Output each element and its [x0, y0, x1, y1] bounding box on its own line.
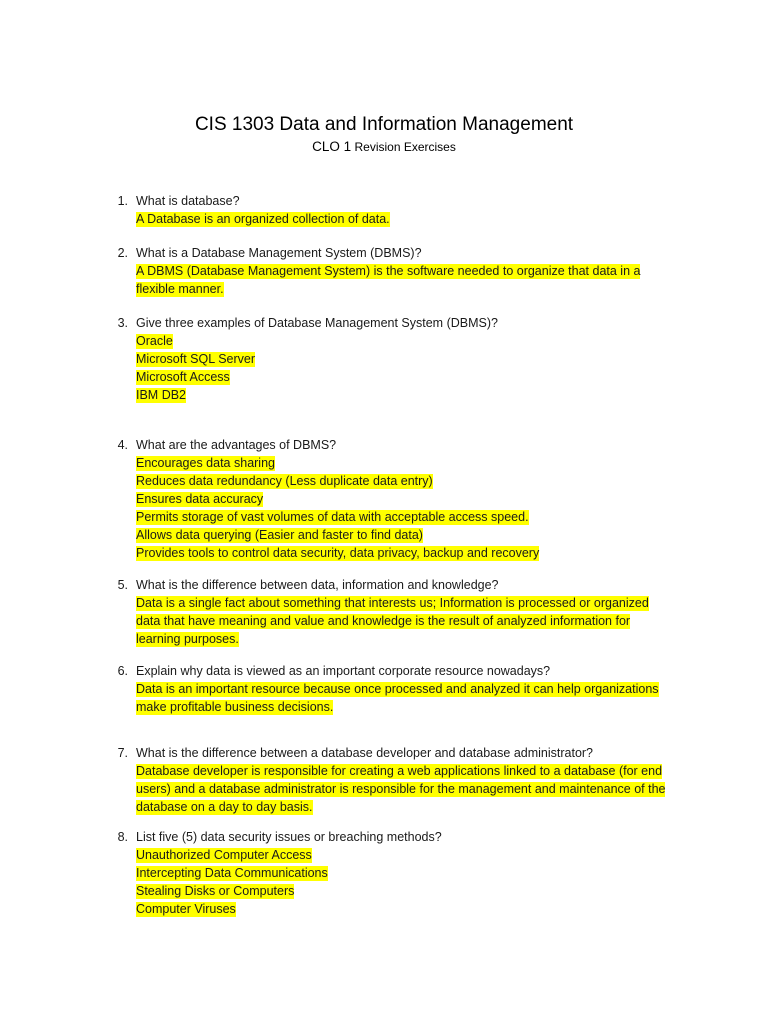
- answer-line-wrapper: [136, 210, 712, 228]
- document-title: CIS 1303 Data and Information Management: [194, 114, 574, 135]
- answer-line-wrapper: [136, 332, 712, 350]
- answer-line-wrapper: [136, 680, 712, 698]
- question-item: [112, 436, 712, 562]
- question-item: [112, 828, 712, 918]
- highlighted-answer-line: Oracle: [136, 334, 173, 348]
- highlighted-answer-line: Stealing Disks or Computers: [136, 884, 295, 898]
- question-row: [112, 744, 712, 762]
- document-subtitle: [0, 138, 768, 156]
- answer-block: [136, 454, 712, 562]
- question-item: [112, 744, 712, 816]
- answer-line-wrapper: [136, 454, 712, 472]
- highlighted-answer-line: IBM DB2: [136, 388, 187, 402]
- highlighted-answer-line: Microsoft Access: [136, 370, 230, 384]
- highlighted-answer-line: Unauthorized Computer Access: [136, 848, 312, 862]
- question-row: [112, 662, 712, 680]
- question-number: 3.: [117, 316, 128, 330]
- question-text: What is database?: [136, 194, 240, 208]
- answer-line-wrapper: [136, 612, 712, 630]
- answer-line-wrapper: [136, 698, 712, 716]
- highlighted-answer-line: Database developer is responsible for creating a web applications linked to a database (for end: [136, 764, 663, 778]
- answer-line-wrapper: [136, 762, 712, 780]
- answer-line-wrapper: [136, 490, 712, 508]
- question-number: 1.: [117, 194, 128, 208]
- highlighted-answer-line: flexible manner.: [136, 282, 224, 296]
- highlighted-answer-line: Provides tools to control data security, data privacy, backup and recovery: [136, 546, 540, 560]
- answer-line-wrapper: [136, 350, 712, 368]
- question-item: [112, 192, 712, 228]
- question-item: [112, 314, 712, 404]
- highlighted-answer-line: Data is a single fact about something that interests us; Information is processed or organized: [136, 596, 649, 610]
- answer-line-wrapper: [136, 368, 712, 386]
- subtitle-rest: Revision Exercises: [351, 140, 456, 154]
- answer-line-wrapper: [136, 846, 712, 864]
- highlighted-answer-line: Allows data querying (Easier and faster to find data): [136, 528, 423, 542]
- question-item: [112, 662, 712, 716]
- question-text: What is the difference between data, information and knowledge?: [136, 578, 499, 592]
- answer-line-wrapper: [136, 594, 712, 612]
- question-row: [112, 314, 712, 332]
- answer-line-wrapper: [136, 882, 712, 900]
- answer-block: [136, 210, 712, 228]
- answer-line-wrapper: [136, 780, 712, 798]
- question-text: Give three examples of Database Management System (DBMS)?: [136, 316, 498, 330]
- highlighted-answer-line: database on a day to day basis.: [136, 800, 313, 814]
- subtitle-clo: CLO 1: [312, 139, 352, 154]
- question-number: 6.: [117, 664, 128, 678]
- question-text: What are the advantages of DBMS?: [136, 438, 337, 452]
- answer-block: [136, 594, 712, 648]
- question-number: 7.: [117, 746, 128, 760]
- question-row: [112, 828, 712, 846]
- question-item: [112, 576, 712, 648]
- question-text: What is a Database Management System (DBMS)?: [136, 246, 422, 260]
- answer-line-wrapper: [136, 798, 712, 816]
- highlighted-answer-line: Reduces data redundancy (Less duplicate data entry): [136, 474, 433, 488]
- highlighted-answer-line: make profitable business decisions.: [136, 700, 334, 714]
- question-text: Explain why data is viewed as an important corporate resource nowadays?: [136, 664, 551, 678]
- question-row: [112, 436, 712, 454]
- answer-line-wrapper: [136, 544, 712, 562]
- highlighted-answer-line: Permits storage of vast volumes of data with acceptable access speed.: [136, 510, 529, 524]
- highlighted-answer-line: A DBMS (Database Management System) is the software needed to organize that data in a: [136, 264, 641, 278]
- answer-line-wrapper: [136, 472, 712, 490]
- question-row: [112, 244, 712, 262]
- answer-line-wrapper: [136, 508, 712, 526]
- question-number: 4.: [117, 438, 128, 452]
- highlighted-answer-line: data that have meaning and value and knowledge is the result of analyzed information for: [136, 614, 631, 628]
- question-row: [112, 192, 712, 210]
- answer-block: [136, 332, 712, 404]
- question-text: List five (5) data security issues or breaching methods?: [136, 830, 442, 844]
- answer-line-wrapper: [136, 386, 712, 404]
- highlighted-answer-line: Ensures data accuracy: [136, 492, 264, 506]
- question-number: 5.: [117, 578, 128, 592]
- answer-line-wrapper: [136, 280, 712, 298]
- answer-line-wrapper: [136, 262, 712, 280]
- highlighted-answer-line: A Database is an organized collection of data.: [136, 212, 390, 226]
- answer-line-wrapper: [136, 526, 712, 544]
- answer-line-wrapper: [136, 900, 712, 918]
- question-item: [112, 244, 712, 298]
- question-number: 2.: [117, 246, 128, 260]
- answer-block: [136, 680, 712, 716]
- question-row: [112, 576, 712, 594]
- answer-line-wrapper: [136, 630, 712, 648]
- highlighted-answer-line: Encourages data sharing: [136, 456, 275, 470]
- answer-block: [136, 262, 712, 298]
- answer-block: [136, 762, 712, 816]
- highlighted-answer-line: Intercepting Data Communications: [136, 866, 328, 880]
- question-text: What is the difference between a database developer and database administrator?: [136, 746, 594, 760]
- question-number: 8.: [117, 830, 128, 844]
- answer-line-wrapper: [136, 864, 712, 882]
- answer-block: [136, 846, 712, 918]
- highlighted-answer-line: users) and a database administrator is responsible for the management and maintenance of the: [136, 782, 666, 796]
- highlighted-answer-line: learning purposes.: [136, 632, 239, 646]
- highlighted-answer-line: Data is an important resource because once processed and analyzed it can help organizations: [136, 682, 659, 696]
- highlighted-answer-line: Computer Viruses: [136, 902, 236, 916]
- highlighted-answer-line: Microsoft SQL Server: [136, 352, 256, 366]
